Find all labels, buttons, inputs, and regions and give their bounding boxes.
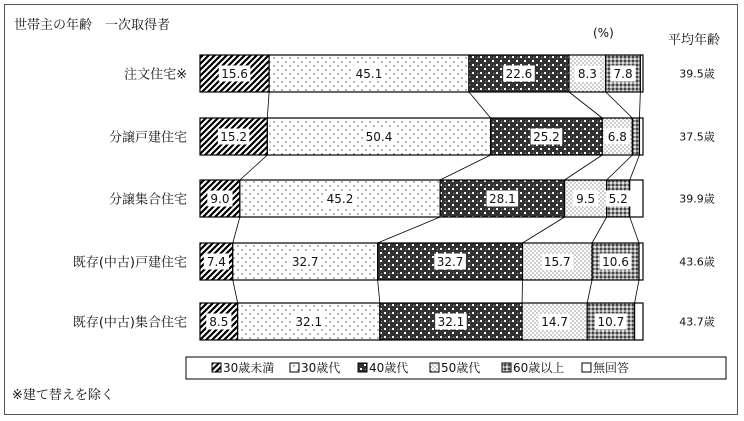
footnote: ※建て替えを除く	[12, 388, 114, 403]
avg-age-row5: 43.7歳	[679, 315, 715, 329]
connector-line	[635, 280, 639, 303]
legend-label-40s: 40歳代	[369, 361, 409, 375]
category-label-row2: 分譲戸建住宅	[108, 130, 187, 146]
legend-swatch-under30	[212, 363, 221, 372]
data-label-30s-row2: 50.4	[365, 130, 393, 144]
connector-line	[587, 280, 592, 303]
category-label-row3: 分譲集合住宅	[108, 192, 187, 208]
data-label-30s-row4: 32.7	[291, 255, 319, 269]
connector-line	[267, 92, 269, 118]
connector-line	[240, 155, 267, 180]
connector-line	[592, 217, 607, 243]
unit-label: (%)	[593, 26, 614, 40]
connector-line	[606, 92, 633, 118]
connector-line	[233, 217, 240, 243]
legend-label-30s: 30歳代	[301, 361, 341, 375]
category-label-row4: 既存(中古)戸建住宅	[72, 255, 187, 271]
data-label-30s-row1: 45.1	[355, 67, 383, 81]
data-label-50s-row2: 6.8	[607, 130, 627, 144]
connector-line	[378, 217, 440, 243]
data-label-40s-row4: 32.7	[436, 255, 464, 269]
avg-age-row1: 39.5歳	[679, 67, 715, 81]
data-label-30s-row5: 32.1	[295, 315, 323, 329]
legend-label-noanswer: 無回答	[593, 361, 630, 375]
category-label-row5: 既存(中古)集合住宅	[72, 315, 187, 331]
connector-line	[233, 280, 238, 303]
connector-line	[565, 155, 603, 180]
chart-title: 世帯主の年齢 一次取得者	[14, 18, 171, 33]
legend-swatch-30s	[290, 363, 299, 372]
avg-age-row3: 39.9歳	[679, 192, 715, 206]
bar-noanswer-row4	[639, 243, 643, 280]
connector-line	[378, 280, 380, 303]
data-label-60plus-row5: 10.7	[597, 315, 625, 329]
data-label-40s-row2: 25.2	[533, 130, 560, 144]
bar-60plus-row2	[632, 118, 639, 155]
data-label-40s-row3: 28.1	[488, 192, 516, 206]
data-label-under30-row3: 9.0	[210, 192, 230, 206]
legend-label-under30: 30歳未満	[223, 361, 275, 375]
data-label-under30-row4: 7.4	[206, 255, 226, 269]
legend-swatch-noanswer	[582, 363, 591, 372]
avg-age-header: 平均年齢	[668, 33, 721, 48]
avg-age-row2: 37.5歳	[679, 130, 715, 144]
data-label-30s-row3: 45.2	[326, 192, 354, 206]
data-label-50s-row4: 15.7	[543, 255, 571, 269]
data-label-50s-row1: 8.3	[577, 67, 597, 81]
data-label-50s-row5: 14.7	[541, 315, 568, 329]
data-label-60plus-row4: 10.6	[602, 255, 629, 269]
data-label-40s-row1: 22.6	[505, 67, 533, 81]
avg-age-row4: 43.6歳	[679, 255, 715, 269]
legend-swatch-60plus	[502, 363, 511, 372]
legend-swatch-50s	[430, 363, 439, 372]
data-label-under30-row2: 15.2	[220, 130, 248, 144]
bar-noanswer-row2	[639, 118, 643, 155]
data-label-60plus-row1: 7.8	[613, 67, 633, 81]
legend-label-60plus: 60歳以上	[513, 361, 565, 375]
connector-line	[630, 217, 639, 243]
connector-line	[607, 155, 633, 180]
legend-swatch-40s	[358, 363, 367, 372]
data-label-under30-row5: 8.5	[209, 315, 229, 329]
bar-noanswer-row1	[640, 55, 643, 92]
data-label-under30-row1: 15.6	[221, 67, 248, 81]
connector-line	[639, 92, 640, 118]
connector-line	[523, 217, 565, 243]
connector-line	[569, 92, 602, 118]
connector-line	[469, 92, 491, 118]
data-label-50s-row3: 9.5	[576, 192, 596, 206]
legend-label-50s: 50歳代	[441, 361, 481, 375]
category-label-row1: 注文住宅※	[124, 67, 187, 83]
connector-line	[630, 155, 640, 180]
bar-noanswer-row5	[635, 303, 643, 340]
connector-line	[440, 155, 491, 180]
data-label-40s-row5: 32.1	[437, 315, 465, 329]
bar-noanswer-row3	[630, 180, 643, 217]
data-label-60plus-row3: 5.2	[608, 192, 628, 206]
